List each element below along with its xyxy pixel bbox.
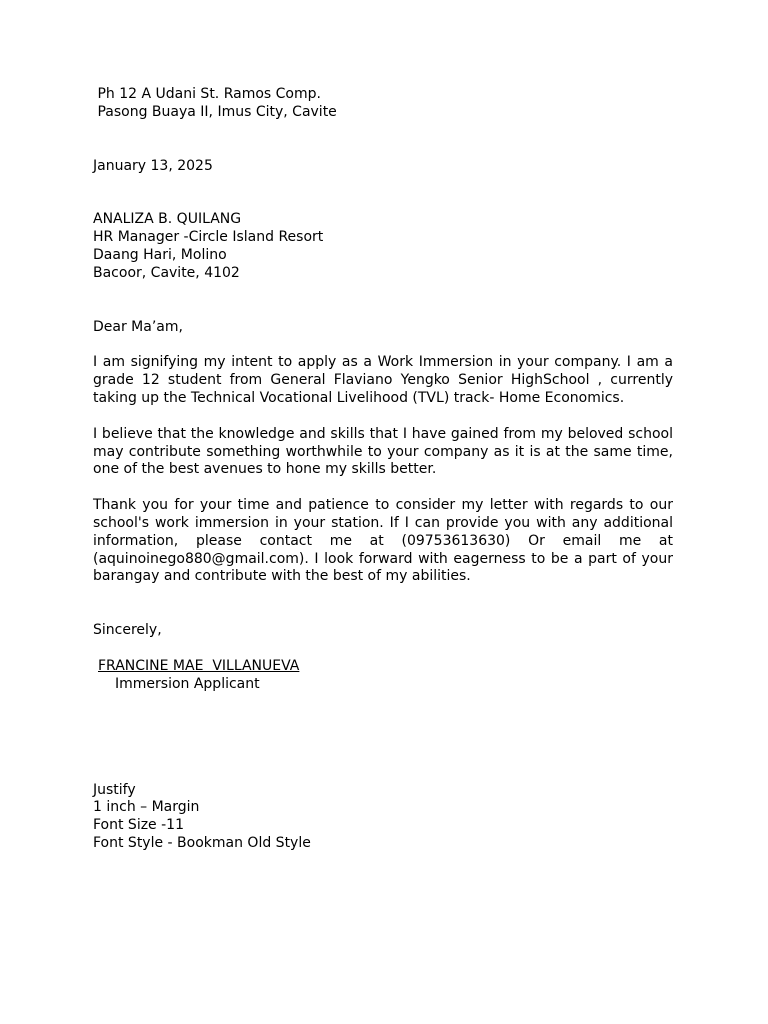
letter-date: January 13, 2025	[93, 157, 213, 174]
recipient-title: HR Manager -Circle Island Resort	[93, 229, 324, 246]
note-margin: 1 inch – Margin	[93, 799, 200, 816]
body-paragraph-3: Thank you for your time and patience to consider my letter with regards to our school's work immersion in your station. If I can provide you with any additional information, please contact me at (09753613630) Or email me at (aquinoinego880@gmail.com). I look forward with eagerness to be a part of your barangay and contribute with the best of my abilities.	[93, 497, 673, 585]
body-paragraph-2: I believe that the knowledge and skills that I have gained from my beloved school may contribute something worthwhile to your company as it is at the same time, one of the best avenues to hone my skills better.	[93, 425, 673, 478]
signature-role: Immersion Applicant	[115, 675, 260, 692]
signature-block	[93, 658, 673, 694]
formatting-notes	[93, 782, 673, 853]
signature-name: FRANCINE MAE VILLANUEVA	[98, 657, 300, 674]
note-font-size: Font Size -11	[93, 817, 184, 834]
sender-address-line-2: Pasong Buaya II, Imus City, Cavite	[93, 103, 337, 120]
note-font-style: Font Style - Bookman Old Style	[93, 834, 311, 851]
sender-address-line-1: Ph 12 A Udani St. Ramos Comp.	[93, 86, 321, 102]
sender-address	[93, 86, 673, 122]
recipient-name: ANALIZA B. QUILANG	[93, 211, 242, 228]
closing: Sincerely,	[93, 622, 162, 639]
letter-page	[93, 86, 673, 853]
note-justify: Justify	[93, 781, 136, 798]
recipient-block	[93, 211, 673, 282]
recipient-address-line-1: Daang Hari, Molino	[93, 246, 227, 263]
recipient-address-line-2: Bacoor, Cavite, 4102	[93, 264, 240, 281]
salutation: Dear Ma’am,	[93, 318, 183, 335]
body-paragraph-1: I am signifying my intent to apply as a Work Immersion in your company. I am a grade 12 student from General Flaviano Yengko Senior HighSchool , currently taking up the Technical Vocational Livelihood (TVL) track- Home Economics.	[93, 354, 673, 406]
